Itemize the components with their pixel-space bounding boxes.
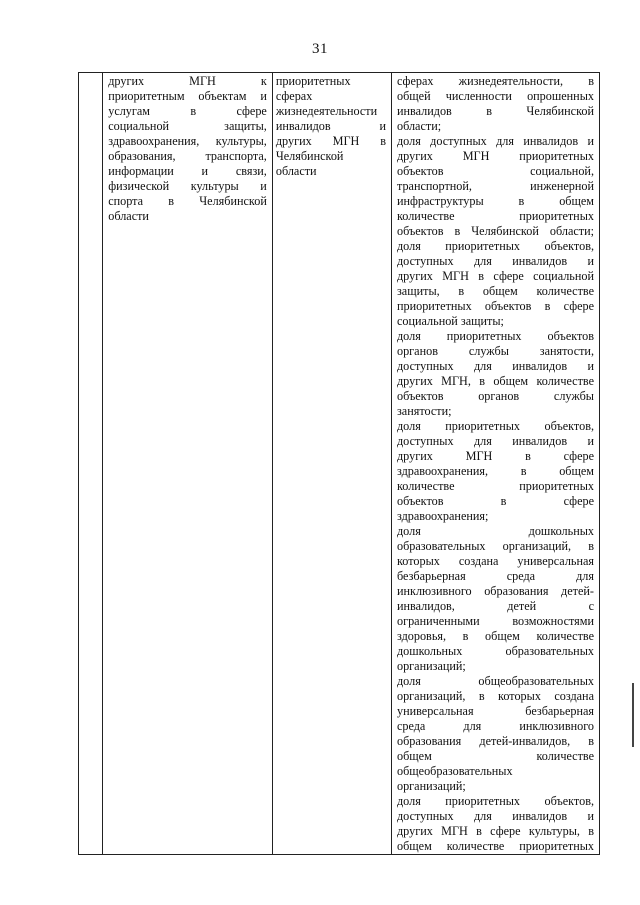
goal-description-cell <box>103 73 273 855</box>
scope-text <box>273 73 391 179</box>
text-line: приоритетных объектов в сфере <box>396 299 594 313</box>
text-line: доступных для инвалидов и <box>396 434 594 448</box>
text-line: организаций; <box>396 779 466 793</box>
text-line: органов службы занятости, <box>396 344 594 358</box>
text-line: информации и связи, <box>108 164 267 178</box>
text-line: приоритетным объектам и <box>108 89 267 103</box>
text-line: общем количестве приоритетных <box>396 839 594 853</box>
text-line: доступных для инвалидов и <box>396 809 594 823</box>
scope-cell <box>272 73 391 855</box>
text-line: объектов органов службы <box>396 389 594 403</box>
text-line: области <box>108 209 149 223</box>
text-line: общеобразовательных <box>396 764 513 778</box>
text-line: инвалидов в Челябинской <box>396 104 594 118</box>
text-line: сферах <box>275 89 313 103</box>
text-line: других МГН к <box>108 74 267 88</box>
text-line: других МГН в сфере <box>396 449 594 463</box>
text-line: услугам в сфере <box>108 104 267 118</box>
program-indicators-table <box>78 72 600 855</box>
text-line: здравоохранения, в общем <box>396 464 594 478</box>
text-line: инвалидов, детей с <box>396 599 594 613</box>
text-line: жизнедеятельности <box>275 104 378 118</box>
text-line: здравоохранения, культуры, <box>108 134 267 148</box>
text-line: доступных для инвалидов и <box>396 359 594 373</box>
text-line: которых создана универсальная <box>396 554 594 568</box>
text-line: области <box>275 164 317 178</box>
text-line: других МГН приоритетных <box>396 149 594 163</box>
text-line: универсальная безбарьерная <box>396 704 594 718</box>
text-line: других МГН, в общем количестве <box>396 374 594 388</box>
text-line: доля общеобразовательных <box>396 674 594 688</box>
text-line: доля приоритетных объектов, <box>396 419 594 433</box>
text-line: транспортной, инженерной <box>396 179 594 193</box>
text-line: дошкольных образовательных <box>396 644 594 658</box>
indicators-text <box>392 73 599 854</box>
text-line: области; <box>396 119 442 133</box>
text-line: доля приоритетных объектов, <box>396 239 594 253</box>
text-line: инклюзивного образования детей- <box>396 584 594 598</box>
text-line: объектов социальной, <box>396 164 594 178</box>
text-line: инфраструктуры в общем <box>396 194 594 208</box>
text-line: защиты, в общем количестве <box>396 284 594 298</box>
text-line: организаций, в которых создана <box>396 689 594 703</box>
text-line: физической культуры и <box>108 179 267 193</box>
text-line: образовательных организаций, в <box>396 539 594 553</box>
text-line: количестве приоритетных <box>396 479 594 493</box>
page-number: 31 <box>312 41 328 57</box>
text-line: здоровья, в общем количестве <box>396 629 594 643</box>
text-line: общем количестве <box>396 749 594 763</box>
text-line: объектов в сфере <box>396 494 594 508</box>
text-line: занятости; <box>396 404 452 418</box>
text-line: доля доступных для инвалидов и <box>396 134 594 148</box>
text-line: приоритетных <box>275 74 351 88</box>
text-line: среда для инклюзивного <box>396 719 594 733</box>
scan-margin-mark <box>632 683 634 747</box>
row-number-cell <box>79 73 103 855</box>
text-line: Челябинской <box>275 149 344 163</box>
text-line: других МГН в <box>275 134 386 148</box>
text-line: ограниченными возможностями <box>396 614 594 628</box>
text-line: других МГН в сфере социальной <box>396 269 594 283</box>
text-line: количестве приоритетных <box>396 209 594 223</box>
text-line: доля приоритетных объектов, <box>396 794 594 808</box>
text-line: доля дошкольных <box>396 524 594 538</box>
text-line: безбарьерная среда для <box>396 569 594 583</box>
text-line: объектов в Челябинской области; <box>396 224 594 238</box>
table-row <box>79 73 600 855</box>
goal-description-text <box>103 73 272 224</box>
text-line: других МГН в сфере культуры, в <box>396 824 594 838</box>
text-line: образования, транспорта, <box>108 149 267 163</box>
text-line: спорта в Челябинской <box>108 194 267 208</box>
text-line: организаций; <box>396 659 466 673</box>
text-line: инвалидов и <box>275 119 386 133</box>
text-line: социальной защиты, <box>108 119 267 133</box>
text-line: доступных для инвалидов и <box>396 254 594 268</box>
text-line: общей численности опрошенных <box>396 89 594 103</box>
text-line: доля приоритетных объектов <box>396 329 594 343</box>
text-line: сферах жизнедеятельности, в <box>396 74 594 88</box>
text-line: образования детей-инвалидов, в <box>396 734 594 748</box>
text-line: социальной защиты; <box>396 314 504 328</box>
indicators-cell <box>391 73 599 855</box>
text-line: здравоохранения; <box>396 509 489 523</box>
